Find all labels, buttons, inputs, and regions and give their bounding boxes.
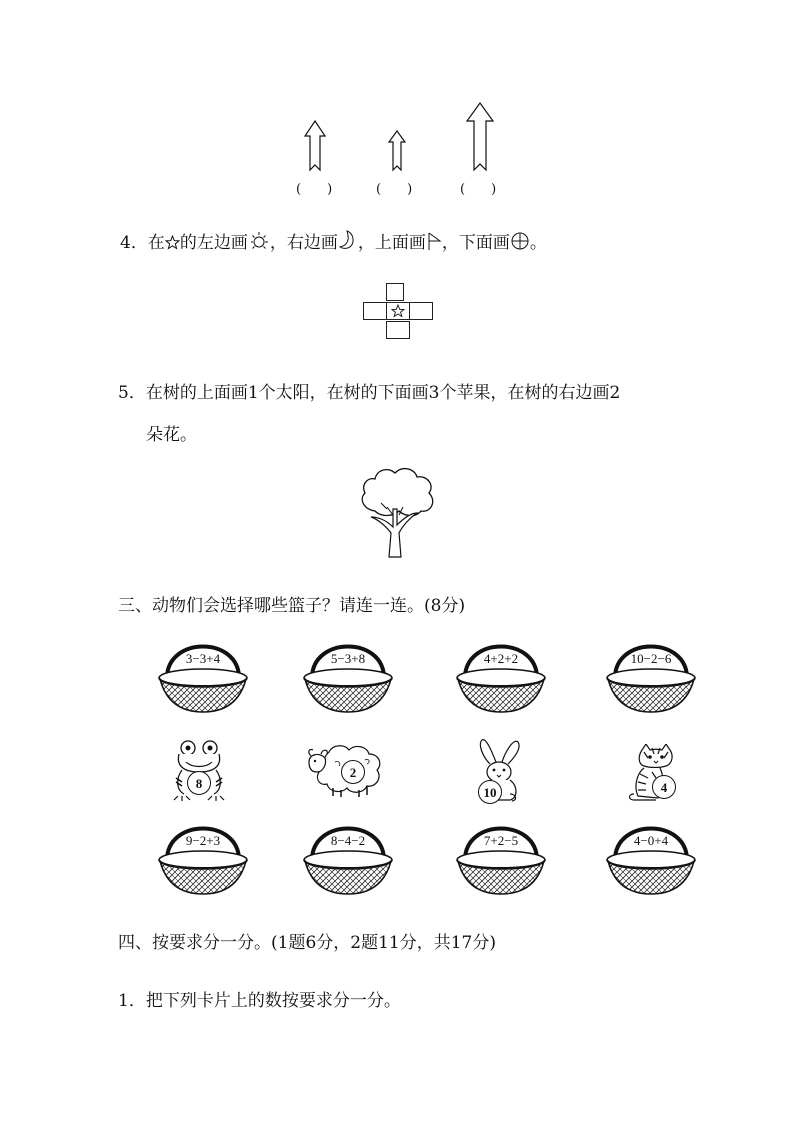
animal-number: 10 — [483, 785, 497, 800]
number-circle — [478, 780, 502, 804]
basket[interactable] — [157, 824, 249, 896]
flag-icon — [426, 231, 442, 256]
question-4: 4．在 的左边画 ，右边画 ，上面画 ，下面画 。 — [120, 228, 547, 256]
basket-equation: 7+2−5 — [483, 833, 519, 848]
question-5-line-2: 朵花。 — [146, 425, 197, 445]
arrow-small-left — [303, 120, 327, 172]
section-4-title: 四、按要求分一分。(1题6分，2题11分，共17分) — [118, 933, 496, 953]
number-circle — [187, 771, 211, 795]
number-circle — [341, 760, 365, 784]
star-icon — [165, 235, 180, 255]
animal-rabbit[interactable] — [476, 738, 522, 804]
circle-cross-icon — [510, 231, 530, 256]
section-3-title: 三、动物们会选择哪些篮子？请连一连。(8分) — [118, 596, 466, 616]
basket[interactable] — [605, 642, 697, 714]
basket[interactable] — [302, 824, 394, 896]
basket[interactable] — [605, 824, 697, 896]
grid-cell-left[interactable] — [363, 302, 387, 320]
basket[interactable] — [455, 824, 547, 896]
tree-image — [353, 463, 439, 559]
answer-paren-1[interactable]: ( ) — [296, 182, 333, 197]
grid-cell-center — [386, 302, 410, 320]
grid-cell-right[interactable] — [409, 302, 433, 320]
basket-equation: 10−2−6 — [630, 651, 672, 666]
basket-equation: 3−3+4 — [185, 651, 221, 666]
sun-icon — [248, 231, 270, 256]
arrow-large-right — [465, 102, 495, 172]
animal-number: 2 — [349, 765, 357, 780]
basket-equation: 4−0+4 — [633, 833, 669, 848]
answer-paren-3[interactable]: ( ) — [460, 182, 497, 197]
question-5-line-1: 5．在树的上面画1个太阳，在树的下面画3个苹果，在树的右边画2 — [118, 383, 621, 403]
answer-paren-2[interactable]: ( ) — [376, 182, 413, 197]
arrow-smaller-middle — [387, 130, 407, 172]
basket-equation: 4+2+2 — [483, 651, 519, 666]
grid-cell-bottom[interactable] — [386, 321, 410, 339]
basket-equation: 9−2+3 — [185, 833, 221, 848]
basket-equation: 8−4−2 — [330, 833, 366, 848]
basket-equation: 5−3+8 — [330, 651, 366, 666]
animal-number: 8 — [195, 776, 203, 791]
basket[interactable] — [455, 642, 547, 714]
animal-frog[interactable] — [170, 738, 228, 802]
star-icon — [387, 303, 409, 319]
q4-number: 4． — [120, 233, 148, 253]
basket[interactable] — [157, 642, 249, 714]
moon-icon — [338, 229, 358, 256]
animal-cat[interactable] — [628, 744, 678, 802]
grid-cell-top[interactable] — [386, 283, 404, 301]
number-circle — [652, 775, 676, 799]
animal-number: 4 — [660, 780, 668, 795]
basket[interactable] — [302, 642, 394, 714]
animal-sheep[interactable] — [305, 742, 383, 798]
section-4-question-1: 1．把下列卡片上的数按要求分一分。 — [118, 991, 401, 1011]
